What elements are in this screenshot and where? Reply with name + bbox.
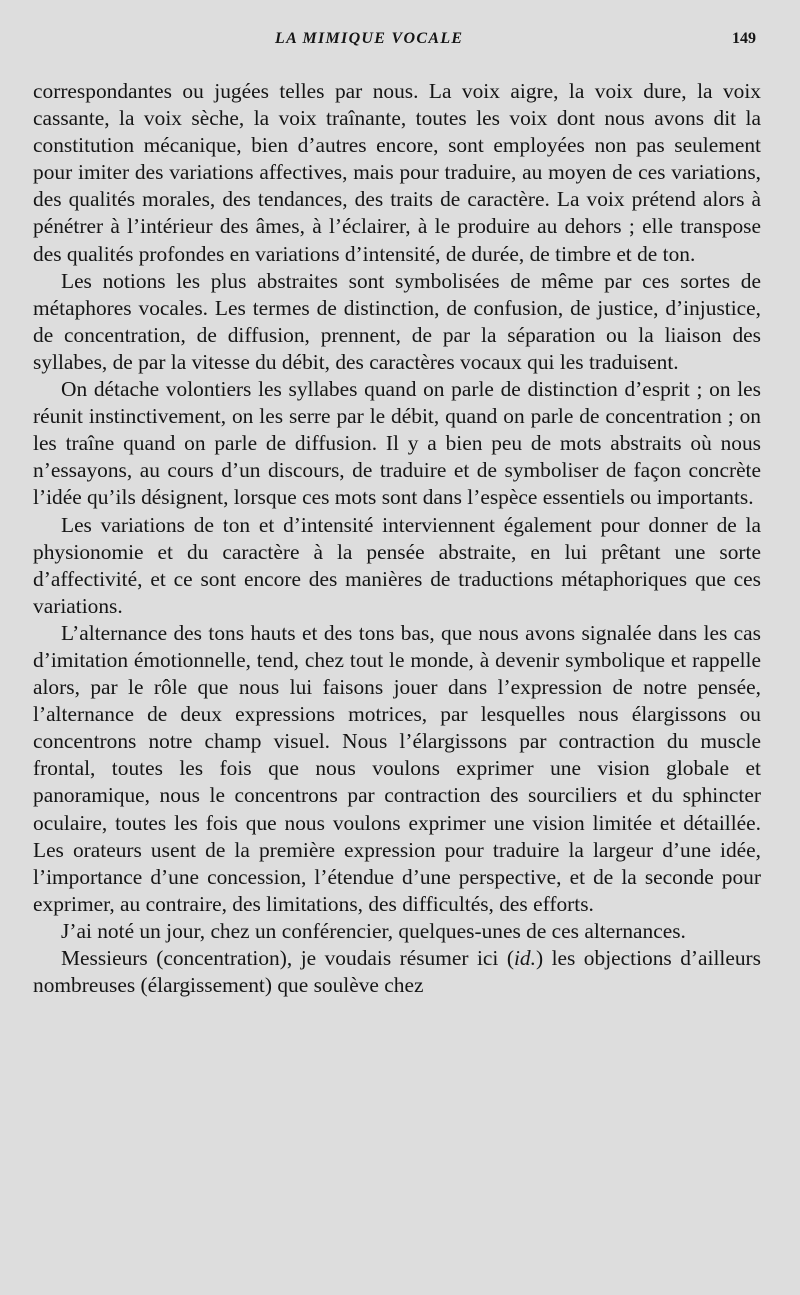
running-head bbox=[0, 30, 800, 54]
paragraph: L’alternance des tons hauts et des tons bas, que nous avons signalée dans les cas d’imitation émotionnelle, tend, chez tout le monde, à devenir symbolique et rappelle alors, par le rôle que nous lui faisons jouer dans l’expression de notre pensée, l’alternance de deux expressions motrices, par lesquelles nous élargissons ou concentrons notre champ visuel. Nous l’élargissons par contraction du muscle frontal, toutes les fois que nous voulons exprimer une vision globale et panoramique, nous le concentrons par contraction des sourciliers et du sphincter oculaire, toutes les fois que nous voulons exprimer une vision limitée et détaillée. Les orateurs usent de la première expression pour traduire la largeur d’une idée, l’importance d’une concession, l’étendue d’une perspective, et de la seconde pour exprimer, au contraire, des limitations, des difficultés, des efforts. bbox=[33, 620, 761, 916]
paragraph-continued: correspondantes ou jugées telles par nous. La voix aigre, la voix dure, la voix cassante, la voix sèche, la voix traînante, toutes les voix dont nous avons dit la constitution mécanique, bien d’autres encore, sont employées non pas seulement pour imiter des variations affectives, mais pour traduire, au moyen de ces variations, des qualités morales, des tendances, des traits de caractère. La voix prétend alors à pénétrer à l’intérieur des âmes, à l’éclairer, à le produire au dehors ; elle transpose des qualités profondes en variations d’intensité, de durée, de timbre et de ton. bbox=[33, 79, 761, 266]
paragraph: Les variations de ton et d’intensité interviennent également pour donner de la physionomie et du caractère à la pensée abstraite, en lui prêtant une sorte d’affectivité, et ce sont encore des manières de traductions métaphoriques que ces variations. bbox=[33, 512, 761, 618]
page-number: 149 bbox=[732, 30, 756, 47]
body-text bbox=[33, 78, 761, 999]
running-title: LA MIMIQUE VOCALE bbox=[275, 30, 464, 47]
paragraph: J’ai noté un jour, chez un conférencier, quelques-unes de ces alternances. bbox=[61, 918, 686, 943]
paragraph-text: Messieurs (concentration), je voudais résumer ici ( bbox=[61, 946, 514, 970]
paragraph: Les notions les plus abstraites sont symbolisées de même par ces sortes de métaphores vocales. Les termes de distinction, de confusion, de justice, d’injustice, de concentration, de diffusion, prennent, de par la séparation ou la liaison des syllabes, de par la vitesse du débit, des caractères vocaux qui les traduisent. bbox=[33, 268, 761, 374]
paragraph-text: ) les objections d’ailleurs nombreuses (élargissement) que soulève chez bbox=[33, 946, 761, 998]
italic-abbreviation: id. bbox=[513, 946, 536, 970]
paragraph: On détache volontiers les syllabes quand on parle de distinction d’esprit ; on les réunit instinctivement, on les serre par le débit, quand on parle de concentration ; on les traîne quand on parle de diffusion. Il y a bien peu de mots abstraits où nous n’essayons, au cours d’un discours, de traduire et de symboliser de façon concrète l’idée qu’ils désignent, lorsque ces mots sont dans l’espèce essentiels ou importants. bbox=[33, 377, 761, 510]
paragraph-last bbox=[33, 945, 761, 999]
